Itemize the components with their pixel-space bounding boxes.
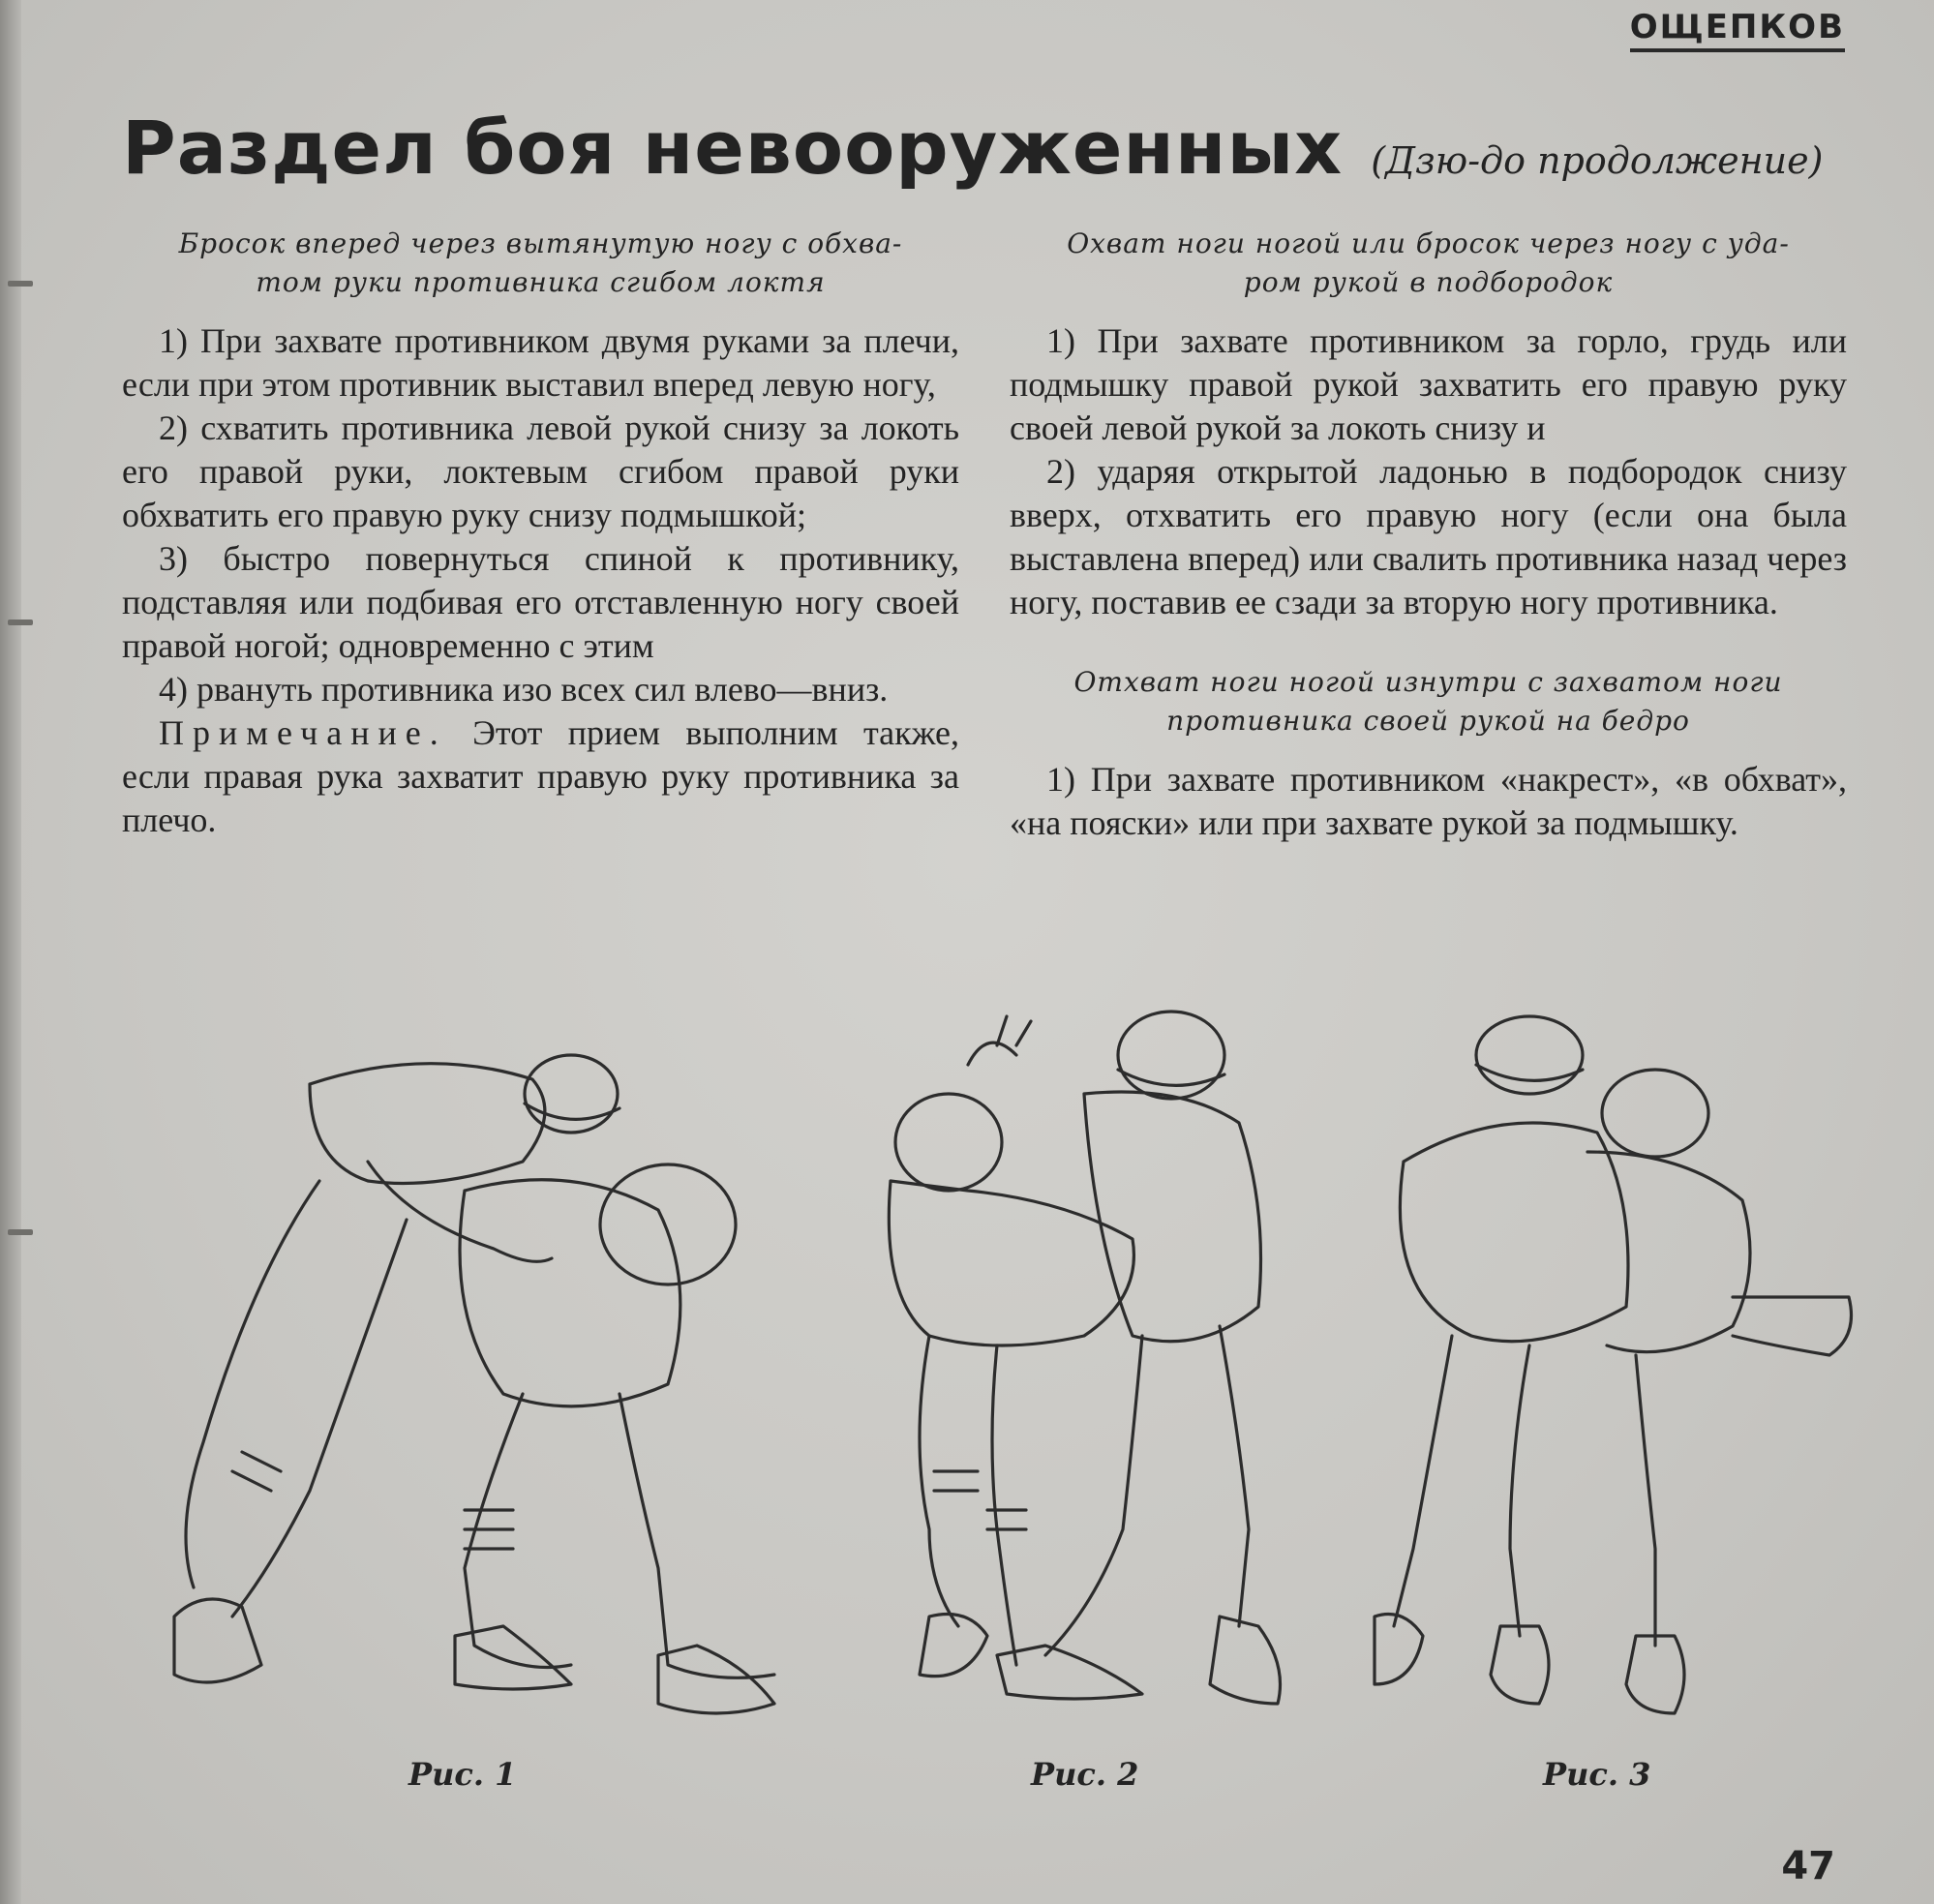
boot <box>1210 1617 1281 1704</box>
page-number: 47 <box>1781 1844 1835 1889</box>
paragraph: 2) ударяя открытой ладонью в подбородок снизу вверх, отхватить его правую ногу (если она была выставлена вперед) или свалить противника назад через ногу, поставив ее сзади за вторую ногу противника. <box>1010 452 1847 621</box>
boot <box>1375 1615 1423 1685</box>
boot <box>920 1615 987 1677</box>
sock-stripe <box>242 1452 281 1471</box>
cap-head <box>1476 1016 1583 1094</box>
note-label: Примечание. <box>159 713 447 752</box>
figure-3-illustration <box>1345 1007 1868 1752</box>
note-text: Этот прием выполним также, если правая рука захватит правую руку противника за плечо. <box>122 713 960 839</box>
cap-brim <box>1476 1065 1583 1080</box>
heading-line: том руки противника сгибом локтя <box>256 266 826 298</box>
figure-2-caption: Рис. 2 <box>1031 1756 1139 1793</box>
sock-stripe <box>232 1471 271 1491</box>
heading-line: Отхват ноги ногой изнутри с захватом ноги <box>1073 666 1783 698</box>
title-row <box>122 105 1823 191</box>
cap-head <box>1602 1070 1708 1157</box>
leg <box>186 1181 319 1587</box>
binding-staple <box>8 620 33 625</box>
section-heading-leg-hook <box>1010 225 1847 302</box>
boot <box>997 1646 1142 1699</box>
leg <box>1220 1326 1249 1626</box>
boot <box>658 1646 774 1713</box>
torso <box>460 1180 680 1406</box>
right-column <box>1010 225 1847 845</box>
boot <box>1626 1636 1684 1713</box>
binding-staple <box>8 281 33 287</box>
running-header-author: ОЩЕПКОВ <box>1630 8 1845 52</box>
leg <box>1636 1355 1655 1646</box>
section-heading-inner-hook <box>1010 663 1847 740</box>
cap-brim <box>525 1103 619 1119</box>
torso <box>1400 1123 1628 1342</box>
leg <box>1510 1345 1529 1636</box>
paragraph: 3) быстро повернуться спиной к противнику, подставляя или подбивая его отставленную ногу своей правой ногой; одновременно с этим <box>122 539 959 665</box>
bent-torso <box>310 1064 545 1184</box>
boot <box>174 1599 261 1682</box>
left-column <box>122 225 959 842</box>
cap-head <box>525 1055 618 1133</box>
section-heading-throw <box>122 225 959 302</box>
leg <box>992 1345 1016 1665</box>
paragraph: 2) схватить противника левой рукой снизу за локоть его правой руки, локтевым сгибом правой руки обхватить его правую руку снизу подмышкой; <box>122 408 959 534</box>
leg <box>1394 1336 1452 1626</box>
cap-brim <box>1118 1070 1224 1085</box>
figure-1-illustration <box>116 987 813 1752</box>
paragraph: 1) При захвате противником «накрест», «в обхват», «на пояски» или при захвате рукой за подмышку. <box>1010 760 1847 842</box>
boot <box>1491 1626 1549 1704</box>
heading-line: противника своей рукой на бедро <box>1166 705 1690 737</box>
note-paragraph <box>122 711 959 842</box>
heading-line: ром рукой в подбородок <box>1243 266 1614 298</box>
page-title: Раздел боя невооруженных <box>122 105 1344 191</box>
figure-2-illustration <box>852 987 1355 1752</box>
paragraph: 4) рвануть противника изо всех сил влево—вниз. <box>159 670 889 709</box>
leg <box>232 1220 407 1617</box>
figure-3-caption: Рис. 3 <box>1543 1756 1651 1793</box>
figure-1-caption: Рис. 1 <box>408 1756 517 1793</box>
cap-head <box>895 1094 1002 1191</box>
leg <box>619 1394 774 1677</box>
lifted-leg <box>1733 1297 1852 1355</box>
heading-line: Охват ноги ногой или бросок через ногу с уда- <box>1067 227 1790 259</box>
page-subtitle: (Дзю-до продолжение) <box>1371 139 1824 182</box>
torso <box>1084 1092 1261 1342</box>
paragraph: 1) При захвате противником за горло, грудь или подмышку правой рукой захватить его правую руку своей левой рукой за локоть снизу и <box>1010 321 1847 447</box>
paragraph: 1) При захвате противником двумя руками за плечи, если при этом противник выставил вперед левую ногу, <box>122 321 959 404</box>
leg <box>920 1336 958 1626</box>
cap-head <box>600 1164 736 1284</box>
heading-line: Бросок вперед через вытянутую ногу с обхва- <box>178 227 903 259</box>
raised-hand <box>968 1016 1031 1065</box>
binding-staple <box>8 1229 33 1235</box>
leg <box>1045 1336 1142 1655</box>
torso <box>1587 1152 1750 1352</box>
